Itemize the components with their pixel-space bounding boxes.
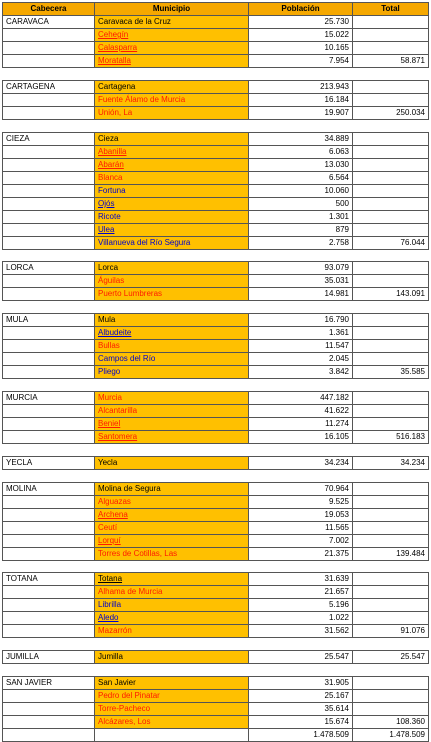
- table-row: [3, 521, 429, 534]
- table-row: [3, 288, 429, 301]
- population-table: [2, 2, 429, 742]
- cabecera-cell: [3, 547, 95, 560]
- municipio-cell: Cehegín: [95, 29, 249, 42]
- spacer-cell: [95, 249, 249, 262]
- table-row: [3, 16, 429, 29]
- spacer-cell: [95, 119, 249, 132]
- municipio-cell: Aledo: [95, 612, 249, 625]
- table-row: [3, 184, 429, 197]
- total-cell: [353, 534, 429, 547]
- total-cell: [353, 586, 429, 599]
- spacer-cell: [95, 379, 249, 392]
- cabecera-cell: TOTANA: [3, 573, 95, 586]
- poblacion-cell: 3.842: [249, 366, 353, 379]
- poblacion-cell: 16.184: [249, 93, 353, 106]
- poblacion-cell: 11.547: [249, 340, 353, 353]
- total-cell: 250.034: [353, 106, 429, 119]
- table-row: [3, 171, 429, 184]
- total-cell: [353, 29, 429, 42]
- poblacion-cell: 35.614: [249, 702, 353, 715]
- municipio-cell: Abanilla: [95, 145, 249, 158]
- poblacion-cell: 11.274: [249, 417, 353, 430]
- municipio-cell: Santomera: [95, 430, 249, 443]
- cabecera-cell: MURCIA: [3, 391, 95, 404]
- municipio-cell: Villanueva del Río Segura: [95, 236, 249, 249]
- poblacion-cell: 2.045: [249, 353, 353, 366]
- municipio-cell: Albudeite: [95, 327, 249, 340]
- table-row: [3, 651, 429, 664]
- spacer-row: [3, 379, 429, 392]
- municipio-cell: Campos del Río: [95, 353, 249, 366]
- municipio-cell: Bullas: [95, 340, 249, 353]
- poblacion-cell: 9.525: [249, 495, 353, 508]
- table-row: [3, 366, 429, 379]
- municipio-cell: Pliego: [95, 366, 249, 379]
- municipio-cell: San Javier: [95, 676, 249, 689]
- municipio-cell: Ojós: [95, 197, 249, 210]
- header-cabecera: Cabecera: [3, 3, 95, 16]
- table-row: [3, 314, 429, 327]
- municipio-cell: Alcantarilla: [95, 404, 249, 417]
- spacer-cell: [353, 560, 429, 573]
- total-cell: [353, 521, 429, 534]
- poblacion-cell: 447.182: [249, 391, 353, 404]
- cabecera-cell: [3, 689, 95, 702]
- total-cell: [353, 197, 429, 210]
- total-cell: 516.183: [353, 430, 429, 443]
- spacer-cell: [353, 443, 429, 456]
- poblacion-cell: 31.562: [249, 625, 353, 638]
- table-body: [3, 16, 429, 742]
- total-cell: 25.547: [353, 651, 429, 664]
- poblacion-cell: 35.031: [249, 275, 353, 288]
- table-row: [3, 586, 429, 599]
- table-row: [3, 702, 429, 715]
- spacer-cell: [95, 664, 249, 677]
- cabecera-cell: YECLA: [3, 456, 95, 469]
- table-row: [3, 42, 429, 55]
- municipio-cell: Alguazas: [95, 495, 249, 508]
- municipio-cell: Cartagena: [95, 80, 249, 93]
- municipio-cell: Yecla: [95, 456, 249, 469]
- spacer-cell: [3, 560, 95, 573]
- total-cell: [353, 689, 429, 702]
- spacer-row: [3, 638, 429, 651]
- poblacion-cell: 213.943: [249, 80, 353, 93]
- table-row: [3, 132, 429, 145]
- header-poblacion: Población: [249, 3, 353, 16]
- table-row: [3, 106, 429, 119]
- poblacion-cell: 19.053: [249, 508, 353, 521]
- cabecera-cell: [3, 145, 95, 158]
- total-cell: [353, 702, 429, 715]
- cabecera-cell: [3, 353, 95, 366]
- poblacion-cell: 19.907: [249, 106, 353, 119]
- municipio-cell: Lorquí: [95, 534, 249, 547]
- cabecera-cell: [3, 430, 95, 443]
- poblacion-cell: 2.758: [249, 236, 353, 249]
- spacer-cell: [95, 560, 249, 573]
- table-row: [3, 404, 429, 417]
- municipio-cell: Jumilla: [95, 651, 249, 664]
- cabecera-cell: [3, 275, 95, 288]
- municipio-cell: Caravaca de la Cruz: [95, 16, 249, 29]
- municipio-cell: Torres de Cotillas, Las: [95, 547, 249, 560]
- spacer-cell: [249, 379, 353, 392]
- spacer-cell: [3, 638, 95, 651]
- total-cell: [353, 391, 429, 404]
- poblacion-cell: 13.030: [249, 158, 353, 171]
- total-cell: [353, 612, 429, 625]
- table-row: [3, 275, 429, 288]
- poblacion-cell: 93.079: [249, 262, 353, 275]
- municipio-cell: Águilas: [95, 275, 249, 288]
- population-table-sheet: [2, 2, 428, 742]
- table-row: [3, 145, 429, 158]
- municipio-cell: Molina de Segura: [95, 482, 249, 495]
- municipio-cell: Beniel: [95, 417, 249, 430]
- poblacion-cell: 16.790: [249, 314, 353, 327]
- spacer-cell: [249, 119, 353, 132]
- municipio-cell: Murcia: [95, 391, 249, 404]
- total-cell: 58.871: [353, 55, 429, 68]
- municipio-cell: Torre-Pacheco: [95, 702, 249, 715]
- poblacion-cell: 500: [249, 197, 353, 210]
- spacer-cell: [3, 469, 95, 482]
- municipio-cell: Blanca: [95, 171, 249, 184]
- spacer-cell: [3, 119, 95, 132]
- cabecera-cell: [3, 612, 95, 625]
- municipio-cell: Mula: [95, 314, 249, 327]
- cabecera-cell: JUMILLA: [3, 651, 95, 664]
- municipio-cell: Librilla: [95, 599, 249, 612]
- spacer-cell: [95, 68, 249, 81]
- total-cell: 76.044: [353, 236, 429, 249]
- table-row: [3, 599, 429, 612]
- municipio-cell: Unión, La: [95, 106, 249, 119]
- table-row: [3, 612, 429, 625]
- total-cell: [353, 145, 429, 158]
- table-row: [3, 417, 429, 430]
- municipio-cell: Moratalla: [95, 55, 249, 68]
- grand-total-row: [3, 728, 429, 741]
- table-row: [3, 327, 429, 340]
- total-cell: [353, 417, 429, 430]
- table-row: [3, 547, 429, 560]
- municipio-cell: Ulea: [95, 223, 249, 236]
- municipio-cell: Abarán: [95, 158, 249, 171]
- spacer-row: [3, 664, 429, 677]
- cabecera-cell: [3, 495, 95, 508]
- poblacion-cell: 10.060: [249, 184, 353, 197]
- table-row: [3, 340, 429, 353]
- cabecera-cell: [3, 158, 95, 171]
- total-cell: [353, 327, 429, 340]
- table-row: [3, 210, 429, 223]
- cabecera-cell: [3, 521, 95, 534]
- table-row: [3, 573, 429, 586]
- total-cell: [353, 80, 429, 93]
- municipio-cell: Totana: [95, 573, 249, 586]
- spacer-cell: [249, 443, 353, 456]
- spacer-cell: [353, 301, 429, 314]
- cabecera-cell: MULA: [3, 314, 95, 327]
- spacer-cell: [353, 664, 429, 677]
- header-municipio: Municipio: [95, 3, 249, 16]
- table-row: [3, 262, 429, 275]
- poblacion-cell: 879: [249, 223, 353, 236]
- table-row: [3, 55, 429, 68]
- table-row: [3, 456, 429, 469]
- cabecera-cell: [3, 327, 95, 340]
- poblacion-cell: 15.022: [249, 29, 353, 42]
- spacer-cell: [249, 301, 353, 314]
- total-cell: 108.360: [353, 715, 429, 728]
- spacer-cell: [3, 664, 95, 677]
- poblacion-cell: 70.964: [249, 482, 353, 495]
- spacer-cell: [3, 249, 95, 262]
- total-cell: 91.076: [353, 625, 429, 638]
- poblacion-cell: 1.022: [249, 612, 353, 625]
- cabecera-cell: [3, 404, 95, 417]
- municipio-cell: Archena: [95, 508, 249, 521]
- poblacion-cell: 41.622: [249, 404, 353, 417]
- municipio-cell: Ricote: [95, 210, 249, 223]
- spacer-cell: [95, 638, 249, 651]
- table-row: [3, 508, 429, 521]
- table-row: [3, 676, 429, 689]
- spacer-row: [3, 560, 429, 573]
- total-cell: [353, 404, 429, 417]
- total-cell: [353, 16, 429, 29]
- poblacion-cell: 25.167: [249, 689, 353, 702]
- spacer-cell: [353, 379, 429, 392]
- spacer-cell: [249, 249, 353, 262]
- table-row: [3, 80, 429, 93]
- poblacion-cell: 21.657: [249, 586, 353, 599]
- total-cell: 34.234: [353, 456, 429, 469]
- spacer-cell: [3, 379, 95, 392]
- cabecera-cell: [3, 715, 95, 728]
- municipio-cell: Fuente Álamo de Murcia: [95, 93, 249, 106]
- cabecera-cell: [3, 625, 95, 638]
- grand-total-poblacion: 1.478.509: [249, 728, 353, 741]
- cabecera-cell: CARAVACA: [3, 16, 95, 29]
- cabecera-cell: [3, 210, 95, 223]
- total-cell: 35.585: [353, 366, 429, 379]
- poblacion-cell: 34.234: [249, 456, 353, 469]
- poblacion-cell: 16.105: [249, 430, 353, 443]
- cabecera-cell: [3, 417, 95, 430]
- poblacion-cell: 5.196: [249, 599, 353, 612]
- total-cell: [353, 223, 429, 236]
- spacer-row: [3, 301, 429, 314]
- municipio-cell: Lorca: [95, 262, 249, 275]
- poblacion-cell: 10.165: [249, 42, 353, 55]
- spacer-cell: [3, 443, 95, 456]
- total-cell: [353, 599, 429, 612]
- spacer-cell: [353, 249, 429, 262]
- cabecera-cell: [3, 171, 95, 184]
- total-cell: [353, 676, 429, 689]
- spacer-cell: [95, 301, 249, 314]
- table-row: [3, 93, 429, 106]
- poblacion-cell: 21.375: [249, 547, 353, 560]
- poblacion-cell: 34.889: [249, 132, 353, 145]
- table-row: [3, 625, 429, 638]
- total-cell: [353, 275, 429, 288]
- total-cell: [353, 314, 429, 327]
- spacer-cell: [353, 469, 429, 482]
- total-cell: [353, 132, 429, 145]
- table-row: [3, 689, 429, 702]
- spacer-cell: [353, 638, 429, 651]
- table-row: [3, 430, 429, 443]
- cabecera-cell: SAN JAVIER: [3, 676, 95, 689]
- total-cell: [353, 93, 429, 106]
- total-cell: 143.091: [353, 288, 429, 301]
- municipio-cell: Alcázares, Los: [95, 715, 249, 728]
- cabecera-cell: [3, 106, 95, 119]
- cabecera-cell: [3, 197, 95, 210]
- poblacion-cell: 1.301: [249, 210, 353, 223]
- spacer-cell: [249, 638, 353, 651]
- cabecera-cell: [3, 508, 95, 521]
- spacer-row: [3, 68, 429, 81]
- table-row: [3, 197, 429, 210]
- poblacion-cell: 7.954: [249, 55, 353, 68]
- poblacion-cell: 14.981: [249, 288, 353, 301]
- total-cell: [353, 184, 429, 197]
- grand-total-empty-cell: [95, 728, 249, 741]
- cabecera-cell: [3, 223, 95, 236]
- grand-total-empty-cell: [3, 728, 95, 741]
- cabecera-cell: [3, 340, 95, 353]
- poblacion-cell: 31.639: [249, 573, 353, 586]
- cabecera-cell: [3, 93, 95, 106]
- cabecera-cell: [3, 42, 95, 55]
- table-row: [3, 495, 429, 508]
- cabecera-cell: [3, 236, 95, 249]
- municipio-cell: Cieza: [95, 132, 249, 145]
- grand-total-total: 1.478.509: [353, 728, 429, 741]
- spacer-cell: [249, 68, 353, 81]
- spacer-cell: [95, 469, 249, 482]
- cabecera-cell: [3, 29, 95, 42]
- cabecera-cell: [3, 55, 95, 68]
- total-cell: [353, 353, 429, 366]
- spacer-row: [3, 443, 429, 456]
- total-cell: [353, 262, 429, 275]
- table-row: [3, 158, 429, 171]
- spacer-cell: [353, 68, 429, 81]
- table-row: [3, 236, 429, 249]
- municipio-cell: Pedro del Pinatar: [95, 689, 249, 702]
- spacer-cell: [3, 301, 95, 314]
- cabecera-cell: [3, 366, 95, 379]
- cabecera-cell: LORCA: [3, 262, 95, 275]
- cabecera-cell: MOLINA: [3, 482, 95, 495]
- table-row: [3, 29, 429, 42]
- spacer-cell: [353, 119, 429, 132]
- poblacion-cell: 25.547: [249, 651, 353, 664]
- header-row: [3, 3, 429, 16]
- total-cell: [353, 508, 429, 521]
- table-row: [3, 715, 429, 728]
- total-cell: 139.484: [353, 547, 429, 560]
- header-total: Total: [353, 3, 429, 16]
- cabecera-cell: [3, 288, 95, 301]
- total-cell: [353, 340, 429, 353]
- total-cell: [353, 573, 429, 586]
- poblacion-cell: 7.002: [249, 534, 353, 547]
- total-cell: [353, 482, 429, 495]
- spacer-row: [3, 469, 429, 482]
- spacer-cell: [249, 560, 353, 573]
- table-row: [3, 353, 429, 366]
- table-row: [3, 223, 429, 236]
- total-cell: [353, 210, 429, 223]
- table-row: [3, 391, 429, 404]
- poblacion-cell: 6.564: [249, 171, 353, 184]
- municipio-cell: Ceutí: [95, 521, 249, 534]
- spacer-row: [3, 249, 429, 262]
- poblacion-cell: 25.730: [249, 16, 353, 29]
- cabecera-cell: [3, 586, 95, 599]
- spacer-cell: [249, 664, 353, 677]
- total-cell: [353, 42, 429, 55]
- poblacion-cell: 15.674: [249, 715, 353, 728]
- cabecera-cell: CIEZA: [3, 132, 95, 145]
- municipio-cell: Alhama de Murcia: [95, 586, 249, 599]
- spacer-cell: [95, 443, 249, 456]
- cabecera-cell: [3, 599, 95, 612]
- total-cell: [353, 495, 429, 508]
- cabecera-cell: CARTAGENA: [3, 80, 95, 93]
- table-row: [3, 482, 429, 495]
- cabecera-cell: [3, 702, 95, 715]
- cabecera-cell: [3, 184, 95, 197]
- total-cell: [353, 158, 429, 171]
- cabecera-cell: [3, 534, 95, 547]
- table-row: [3, 534, 429, 547]
- poblacion-cell: 31.905: [249, 676, 353, 689]
- spacer-cell: [3, 68, 95, 81]
- municipio-cell: Puerto Lumbreras: [95, 288, 249, 301]
- municipio-cell: Fortuna: [95, 184, 249, 197]
- poblacion-cell: 1.361: [249, 327, 353, 340]
- spacer-row: [3, 119, 429, 132]
- municipio-cell: Mazarrón: [95, 625, 249, 638]
- poblacion-cell: 6.063: [249, 145, 353, 158]
- spacer-cell: [249, 469, 353, 482]
- municipio-cell: Calasparra: [95, 42, 249, 55]
- poblacion-cell: 11.565: [249, 521, 353, 534]
- total-cell: [353, 171, 429, 184]
